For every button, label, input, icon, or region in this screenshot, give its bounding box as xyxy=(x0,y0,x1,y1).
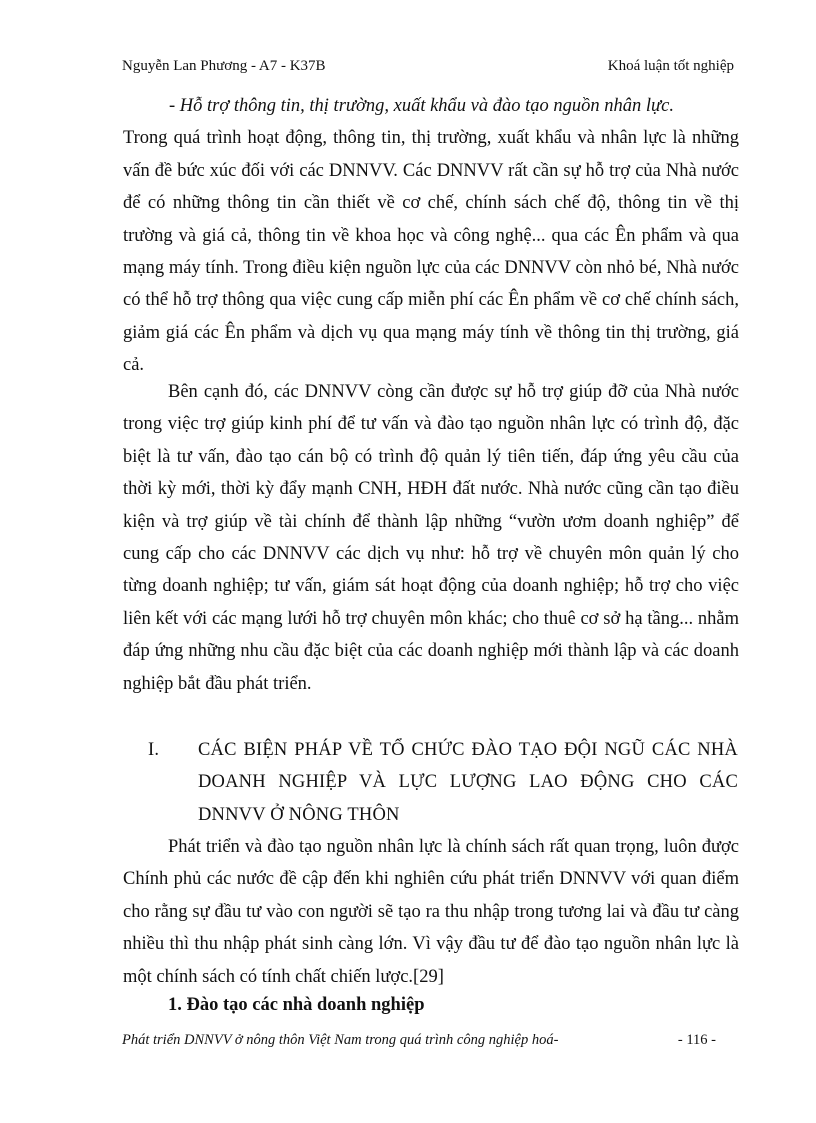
header-author: Nguyễn Lan Phương - A7 - K37B xyxy=(122,58,326,74)
footer-text: Phát triển DNNVV ở nông thôn Việt Nam trong quá trình công nghiệp hoá- xyxy=(122,1032,559,1048)
paragraph-lead-italic: - Hỗ trợ thông tin, thị trường, xuất khẩu và đào tạo nguồn nhân lực. xyxy=(169,96,674,116)
paragraph-human-resources: Phát triển và đào tạo nguồn nhân lực là chính sách rất quan trọng, luôn được Chính phủ các nước đề cập đến khi nghiên cứu phát triển DNNVV với quan điểm cho rằng sự đầu tư vào con người sẽ tạo ra thu nhập trong tương lai và đầu tư càng nhiều thì thu nhập phát sinh càng lớn. Vì vậy đầu tư để đào tạo nguồn nhân lực là một chính sách có tính chất chiến lược.[29] xyxy=(123,837,739,987)
section-title: CÁC BIỆN PHÁP VỀ TỔ CHỨC ĐÀO TẠO ĐỘI NGŨ CÁC NHÀ DOANH NGHIỆP VÀ LỰC LƯỢNG LAO ĐỘNG CHO CÁC DNNVV Ở NÔNG THÔN xyxy=(198,740,738,825)
paragraph-information-support xyxy=(123,90,739,382)
section-number: I. xyxy=(148,740,160,760)
header-thesis-type: Khoá luận tốt nghiệp xyxy=(607,58,734,74)
subsection-heading: 1. Đào tạo các nhà doanh nghiệp xyxy=(168,995,425,1015)
page-header xyxy=(122,58,734,78)
paragraph-body: Trong quá trình hoạt động, thông tin, thị trường, xuất khẩu và nhân lực là những vấn đề bức xúc đối với các DNNVV. Các DNNVV rất cần sự hỗ trợ của Nhà nước để có những thông tin cần thiết về cơ chế, chính sách chế độ, thông tin về thị trường và giá cả, thông tin về khoa học và công nghệ... qua các Ên phẩm và qua mạng máy tính. Trong điều kiện nguồn lực của các DNNVV còn nhỏ bé, Nhà nước có thể hỗ trợ thông qua việc cung cấp miễn phí các Ên phẩm về cơ chế chính sách, giảm giá các Ên phẩm và dịch vụ qua mạng máy tính về thông tin thị trường, giá cả. xyxy=(123,128,739,376)
paragraph-state-assistance: Bên cạnh đó, các DNNVV còng cần được sự hỗ trợ giúp đỡ của Nhà nước trong việc trợ giúp kinh phí để tư vấn và đào tạo nguồn nhân lực có trình độ, đặc biệt là tư vấn, đào tạo cán bộ có trình độ quản lý tiên tiến, đáp ứng yêu cầu của thời kỳ mới, thời kỳ đẩy mạnh CNH, HĐH đất nước. Nhà nước cũng cần tạo điều kiện và trợ giúp về tài chính để thành lập những “vườn ươm doanh nghiệp” để cung cấp cho các DNNVV các dịch vụ như: hỗ trợ về chuyên môn quản lý cho từng doanh nghiệp; tư vấn, giám sát hoạt động của doanh nghiệp; hỗ trợ cho việc liên kết với các mạng lưới hỗ trợ chuyên môn khác; cho thuê cơ sở hạ tầng... nhằm đáp ứng những nhu cầu đặc biệt của các doanh nghiệp mới thành lập và các doanh nghiệp bắt đầu phát triển. xyxy=(123,382,739,694)
page-number: - 116 - xyxy=(677,1032,716,1048)
